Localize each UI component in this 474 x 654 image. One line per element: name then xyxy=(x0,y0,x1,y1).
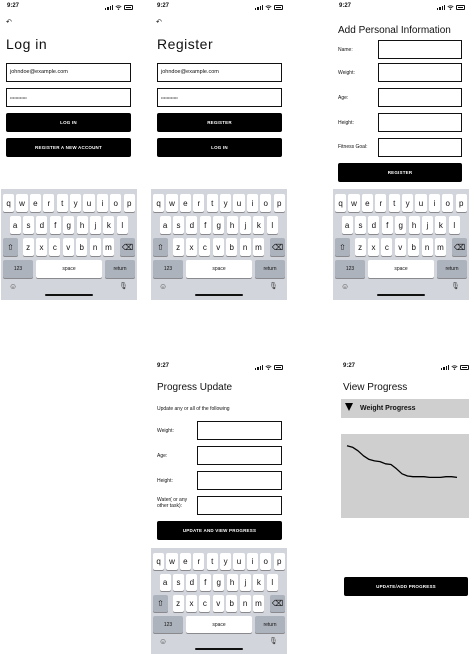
key-m[interactable]: m xyxy=(435,238,446,256)
key-i[interactable]: i xyxy=(429,194,440,212)
status-time: 9:27 xyxy=(343,363,356,369)
key-t[interactable]: t xyxy=(207,194,218,212)
page-title: Log in xyxy=(6,36,48,52)
update-add-progress-button[interactable]: UPDATE/ADD PROGRESS xyxy=(344,577,468,596)
key-q[interactable]: q xyxy=(153,194,164,212)
emoji-icon[interactable]: ☺ xyxy=(341,282,350,291)
key-a[interactable]: a xyxy=(160,216,171,234)
key-w[interactable]: w xyxy=(166,553,177,570)
weight-field[interactable] xyxy=(378,63,462,82)
keyboard xyxy=(333,189,469,300)
key-g[interactable]: g xyxy=(395,216,406,234)
email-field[interactable]: johndoe@example.com xyxy=(6,63,131,82)
weight-label: Weight: xyxy=(157,428,174,434)
key-l[interactable]: l xyxy=(267,574,278,591)
name-label: Name: xyxy=(338,47,353,53)
key-h[interactable]: h xyxy=(409,216,420,234)
battery-icon xyxy=(274,365,283,370)
key-z[interactable]: z xyxy=(173,595,184,612)
age-field[interactable] xyxy=(197,446,282,465)
key-o[interactable]: o xyxy=(442,194,453,212)
emoji-icon[interactable]: ☺ xyxy=(9,282,18,291)
password-field[interactable]: •••••••••••• xyxy=(6,88,131,107)
status-bar xyxy=(151,3,287,13)
battery-icon xyxy=(460,365,469,370)
key-k[interactable]: k xyxy=(103,216,114,234)
key-p[interactable]: p xyxy=(274,194,285,212)
age-label: Age: xyxy=(338,95,349,101)
emoji-icon[interactable]: ☺ xyxy=(159,637,168,646)
page-title: View Progress xyxy=(343,382,408,393)
delete-key-icon[interactable]: ⌫ xyxy=(452,238,467,256)
key-w[interactable]: w xyxy=(16,194,27,212)
key-i[interactable]: i xyxy=(247,553,258,570)
key-t[interactable]: t xyxy=(389,194,400,212)
return-key[interactable]: return xyxy=(437,260,467,278)
key-v[interactable]: v xyxy=(395,238,406,256)
key-b[interactable]: b xyxy=(76,238,87,256)
register-button[interactable]: REGISTER xyxy=(338,163,462,182)
fitness-goal-field[interactable] xyxy=(378,138,462,157)
status-icons xyxy=(441,364,469,370)
key-y[interactable]: y xyxy=(70,194,81,212)
key-e[interactable]: e xyxy=(362,194,373,212)
key-r[interactable]: r xyxy=(193,194,204,212)
fitness-goal-label: Fitness Goal: xyxy=(338,144,368,150)
key-k[interactable]: k xyxy=(435,216,446,234)
key-u[interactable]: u xyxy=(233,553,244,570)
key-n[interactable]: n xyxy=(90,238,101,256)
key-c[interactable]: c xyxy=(49,238,60,256)
register-screen xyxy=(151,0,287,300)
key-c[interactable]: c xyxy=(199,595,210,612)
numbers-key[interactable]: 123 xyxy=(153,260,183,278)
name-field[interactable] xyxy=(378,40,462,59)
key-h[interactable]: h xyxy=(77,216,88,234)
weight-series-line xyxy=(347,446,457,478)
key-e[interactable]: e xyxy=(30,194,41,212)
age-field[interactable] xyxy=(378,88,462,107)
key-y[interactable]: y xyxy=(220,553,231,570)
shift-key-icon[interactable]: ⇧ xyxy=(3,238,18,256)
page-title: Progress Update xyxy=(157,382,233,393)
water-label: Water( or any other task): xyxy=(157,497,188,509)
key-j[interactable]: j xyxy=(90,216,101,234)
section-title: Weight Progress xyxy=(360,405,416,412)
space-key[interactable]: space xyxy=(36,260,102,278)
delete-key-icon[interactable]: ⌫ xyxy=(270,238,285,256)
key-f[interactable]: f xyxy=(382,216,393,234)
login-button[interactable]: LOG IN xyxy=(6,113,131,132)
home-indicator xyxy=(195,648,243,650)
key-b[interactable]: b xyxy=(408,238,419,256)
page-title: Register xyxy=(157,36,214,52)
key-r[interactable]: r xyxy=(43,194,54,212)
register-button[interactable]: REGISTER xyxy=(157,113,282,132)
update-view-progress-button[interactable]: UPDATE AND VIEW PROGRESS xyxy=(157,521,282,540)
weight-label: Weight: xyxy=(338,70,355,76)
collapse-triangle-icon[interactable] xyxy=(345,403,353,411)
shift-key-icon[interactable]: ⇧ xyxy=(153,595,168,612)
numbers-key[interactable]: 123 xyxy=(3,260,33,278)
status-icons xyxy=(255,364,283,370)
key-z[interactable]: z xyxy=(355,238,366,256)
key-h[interactable]: h xyxy=(227,216,238,234)
key-t[interactable]: t xyxy=(207,553,218,570)
key-p[interactable]: p xyxy=(124,194,135,212)
key-k[interactable]: k xyxy=(253,574,264,591)
key-b[interactable]: b xyxy=(226,238,237,256)
keyboard xyxy=(151,548,287,654)
key-w[interactable]: w xyxy=(166,194,177,212)
water-field[interactable] xyxy=(197,496,282,515)
email-field[interactable]: johndoe@example.com xyxy=(157,63,282,82)
key-y[interactable]: y xyxy=(220,194,231,212)
numbers-key[interactable]: 123 xyxy=(335,260,365,278)
return-key[interactable]: return xyxy=(105,260,135,278)
key-v[interactable]: v xyxy=(213,595,224,612)
key-e[interactable]: e xyxy=(180,194,191,212)
instructions-text: Update any or all of the following xyxy=(157,406,230,412)
key-u[interactable]: u xyxy=(415,194,426,212)
key-q[interactable]: q xyxy=(335,194,346,212)
key-j[interactable]: j xyxy=(240,216,251,234)
key-p[interactable]: p xyxy=(274,553,285,570)
signal-icon xyxy=(255,364,263,370)
key-h[interactable]: h xyxy=(227,574,238,591)
key-f[interactable]: f xyxy=(50,216,61,234)
key-u[interactable]: u xyxy=(83,194,94,212)
register-account-button[interactable]: REGISTER A NEW ACCOUNT xyxy=(6,138,131,157)
weight-chart-svg xyxy=(341,434,469,518)
key-g[interactable]: g xyxy=(213,574,224,591)
numbers-key[interactable]: 123 xyxy=(153,616,183,633)
weight-chart xyxy=(341,434,469,518)
key-a[interactable]: a xyxy=(342,216,353,234)
wifi-icon xyxy=(265,365,272,370)
microphone-icon[interactable]: 🎙 xyxy=(269,283,278,290)
key-m[interactable]: m xyxy=(253,595,264,612)
wifi-icon xyxy=(115,5,122,10)
emoji-icon[interactable]: ☺ xyxy=(159,282,168,291)
key-s[interactable]: s xyxy=(173,216,184,234)
key-e[interactable]: e xyxy=(180,553,191,570)
status-bar xyxy=(1,3,137,13)
key-o[interactable]: o xyxy=(110,194,121,212)
wifi-icon xyxy=(451,365,458,370)
microphone-icon[interactable]: 🎙 xyxy=(269,638,278,645)
key-v[interactable]: v xyxy=(63,238,74,256)
battery-icon xyxy=(456,5,465,10)
back-icon[interactable]: ↶ xyxy=(6,19,12,26)
key-c[interactable]: c xyxy=(199,238,210,256)
status-time: 9:27 xyxy=(157,3,170,9)
key-i[interactable]: i xyxy=(97,194,108,212)
key-s[interactable]: s xyxy=(355,216,366,234)
key-c[interactable]: c xyxy=(381,238,392,256)
space-key[interactable]: space xyxy=(368,260,434,278)
personal-info-screen xyxy=(333,0,469,300)
progress-update-screen xyxy=(151,360,287,654)
home-indicator xyxy=(195,294,243,296)
wifi-icon xyxy=(447,5,454,10)
delete-key-icon[interactable]: ⌫ xyxy=(270,595,285,612)
back-icon[interactable]: ↶ xyxy=(156,19,162,26)
home-indicator xyxy=(377,294,425,296)
battery-icon xyxy=(124,5,133,10)
wifi-icon xyxy=(265,5,272,10)
key-z[interactable]: z xyxy=(23,238,34,256)
height-label: Height: xyxy=(338,120,354,126)
space-key[interactable]: space xyxy=(186,260,252,278)
key-q[interactable]: q xyxy=(3,194,14,212)
key-d[interactable]: d xyxy=(186,216,197,234)
key-m[interactable]: m xyxy=(253,238,264,256)
key-b[interactable]: b xyxy=(226,595,237,612)
key-q[interactable]: q xyxy=(153,553,164,570)
signal-icon xyxy=(441,364,449,370)
password-field[interactable]: •••••••••••• xyxy=(157,88,282,107)
signal-icon xyxy=(437,4,445,10)
key-g[interactable]: g xyxy=(63,216,74,234)
return-key[interactable]: return xyxy=(255,616,285,633)
key-d[interactable]: d xyxy=(368,216,379,234)
battery-icon xyxy=(274,5,283,10)
key-o[interactable]: o xyxy=(260,553,271,570)
key-w[interactable]: w xyxy=(348,194,359,212)
key-x[interactable]: x xyxy=(36,238,47,256)
key-d[interactable]: d xyxy=(36,216,47,234)
key-a[interactable]: a xyxy=(160,574,171,591)
microphone-icon[interactable]: 🎙 xyxy=(451,283,460,290)
key-y[interactable]: y xyxy=(402,194,413,212)
key-i[interactable]: i xyxy=(247,194,258,212)
weight-field[interactable] xyxy=(197,421,282,440)
shift-key-icon[interactable]: ⇧ xyxy=(335,238,350,256)
key-s[interactable]: s xyxy=(23,216,34,234)
status-time: 9:27 xyxy=(157,363,170,369)
shift-key-icon[interactable]: ⇧ xyxy=(153,238,168,256)
key-d[interactable]: d xyxy=(186,574,197,591)
key-r[interactable]: r xyxy=(375,194,386,212)
key-r[interactable]: r xyxy=(193,553,204,570)
key-j[interactable]: j xyxy=(240,574,251,591)
keyboard xyxy=(151,189,287,300)
delete-key-icon[interactable]: ⌫ xyxy=(120,238,135,256)
key-t[interactable]: t xyxy=(57,194,68,212)
key-k[interactable]: k xyxy=(253,216,264,234)
key-o[interactable]: o xyxy=(260,194,271,212)
status-icons xyxy=(105,4,133,10)
status-bar xyxy=(333,3,469,13)
key-x[interactable]: x xyxy=(186,238,197,256)
key-u[interactable]: u xyxy=(233,194,244,212)
key-l[interactable]: l xyxy=(267,216,278,234)
view-progress-screen xyxy=(337,360,473,654)
key-s[interactable]: s xyxy=(173,574,184,591)
key-f[interactable]: f xyxy=(200,574,211,591)
status-bar xyxy=(337,363,473,373)
page-title: Add Personal Information xyxy=(338,25,451,36)
key-v[interactable]: v xyxy=(213,238,224,256)
age-label: Age: xyxy=(157,453,168,459)
key-n[interactable]: n xyxy=(240,238,251,256)
status-bar xyxy=(151,363,287,373)
microphone-icon[interactable]: 🎙 xyxy=(119,283,128,290)
key-p[interactable]: p xyxy=(456,194,467,212)
signal-icon xyxy=(255,4,263,10)
weight-progress-header[interactable] xyxy=(341,399,469,418)
key-n[interactable]: n xyxy=(422,238,433,256)
key-f[interactable]: f xyxy=(200,216,211,234)
login-screen xyxy=(1,0,137,300)
key-z[interactable]: z xyxy=(173,238,184,256)
return-key[interactable]: return xyxy=(255,260,285,278)
key-l[interactable]: l xyxy=(449,216,460,234)
height-field[interactable] xyxy=(378,113,462,132)
key-x[interactable]: x xyxy=(186,595,197,612)
height-field[interactable] xyxy=(197,471,282,490)
key-j[interactable]: j xyxy=(422,216,433,234)
key-x[interactable]: x xyxy=(368,238,379,256)
key-m[interactable]: m xyxy=(103,238,114,256)
signal-icon xyxy=(105,4,113,10)
status-icons xyxy=(437,4,465,10)
login-button[interactable]: LOG IN xyxy=(157,138,282,157)
home-indicator xyxy=(45,294,93,296)
keyboard xyxy=(1,189,137,300)
key-g[interactable]: g xyxy=(213,216,224,234)
space-key[interactable]: space xyxy=(186,616,252,633)
key-l[interactable]: l xyxy=(117,216,128,234)
status-time: 9:27 xyxy=(339,3,352,9)
key-a[interactable]: a xyxy=(10,216,21,234)
status-time: 9:27 xyxy=(7,3,20,9)
status-icons xyxy=(255,4,283,10)
height-label: Height: xyxy=(157,478,173,484)
key-n[interactable]: n xyxy=(240,595,251,612)
